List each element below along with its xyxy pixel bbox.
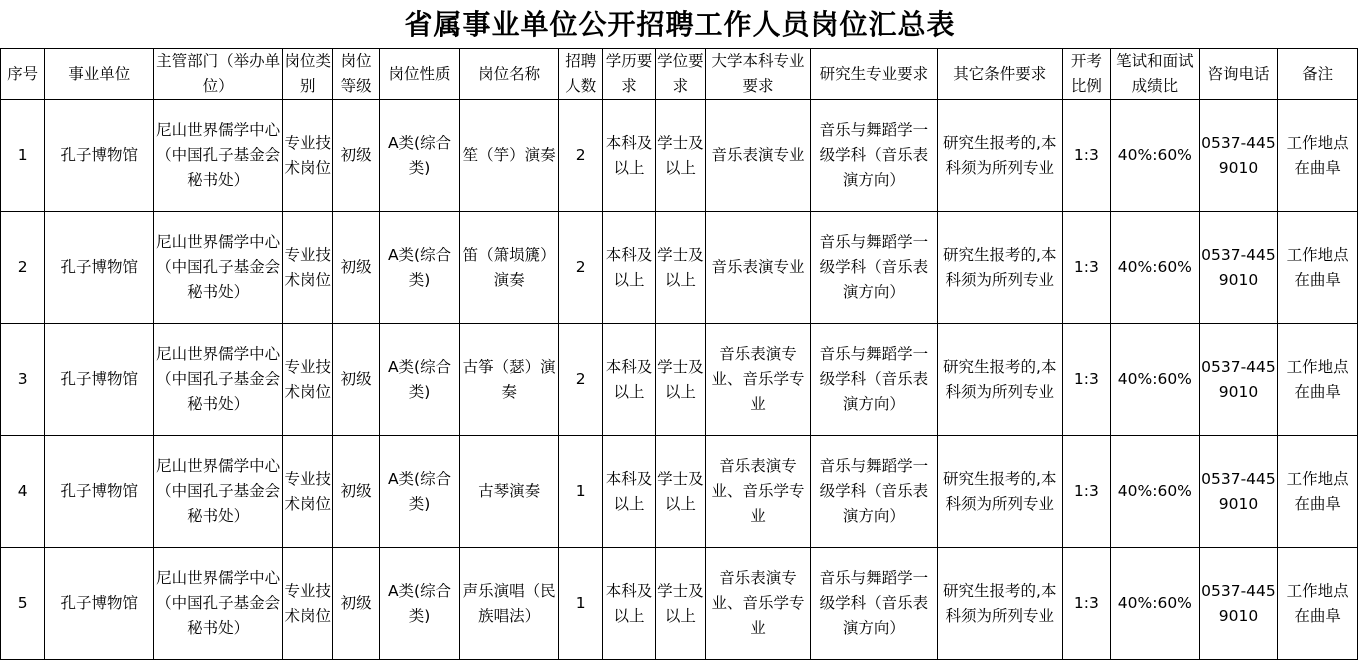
cell-other-requirements: 研究生报考的,本科须为所列专业	[937, 436, 1062, 548]
cell-degree: 学士及以上	[655, 436, 705, 548]
cell-department: 尼山世界儒学中心（中国孔子基金会秘书处）	[154, 100, 283, 212]
cell-remarks: 工作地点在曲阜	[1278, 100, 1358, 212]
table-header-row	[1, 49, 1358, 100]
cell-degree: 学士及以上	[655, 324, 705, 436]
cell-index: 3	[1, 324, 45, 436]
table-row	[1, 436, 1358, 548]
cell-remarks: 工作地点在曲阜	[1278, 548, 1358, 660]
cell-department: 尼山世界儒学中心（中国孔子基金会秘书处）	[154, 548, 283, 660]
cell-position-level: 初级	[333, 548, 379, 660]
cell-position-nature: A类(综合类)	[379, 548, 460, 660]
cell-exam-ratio: 1:3	[1062, 324, 1110, 436]
cell-position-name: 笙（竽）演奏	[460, 100, 559, 212]
cell-phone: 0537-4459010	[1199, 548, 1278, 660]
cell-position-category: 专业技术岗位	[283, 100, 333, 212]
cell-department: 尼山世界儒学中心（中国孔子基金会秘书处）	[154, 436, 283, 548]
cell-position-nature: A类(综合类)	[379, 436, 460, 548]
cell-position-name: 古筝（瑟）演奏	[460, 324, 559, 436]
cell-index: 2	[1, 212, 45, 324]
header-unit: 事业单位	[45, 49, 154, 100]
cell-unit: 孔子博物馆	[45, 324, 154, 436]
header-hiring-count: 招聘人数	[559, 49, 603, 100]
cell-score-ratio: 40%:60%	[1111, 212, 1200, 324]
cell-other-requirements: 研究生报考的,本科须为所列专业	[937, 324, 1062, 436]
header-exam-ratio: 开考比例	[1062, 49, 1110, 100]
header-position-nature: 岗位性质	[379, 49, 460, 100]
cell-department: 尼山世界儒学中心（中国孔子基金会秘书处）	[154, 324, 283, 436]
cell-exam-ratio: 1:3	[1062, 436, 1110, 548]
cell-position-category: 专业技术岗位	[283, 436, 333, 548]
header-phone: 咨询电话	[1199, 49, 1278, 100]
positions-table	[0, 48, 1358, 660]
cell-exam-ratio: 1:3	[1062, 212, 1110, 324]
header-position-level: 岗位等级	[333, 49, 379, 100]
cell-undergrad-major: 音乐表演专业、音乐学专业	[706, 436, 811, 548]
table-row	[1, 324, 1358, 436]
cell-undergrad-major: 音乐表演专业、音乐学专业	[706, 548, 811, 660]
cell-position-nature: A类(综合类)	[379, 100, 460, 212]
cell-index: 4	[1, 436, 45, 548]
cell-hiring-count: 2	[559, 324, 603, 436]
cell-position-category: 专业技术岗位	[283, 548, 333, 660]
cell-position-nature: A类(综合类)	[379, 212, 460, 324]
cell-hiring-count: 1	[559, 436, 603, 548]
cell-unit: 孔子博物馆	[45, 436, 154, 548]
cell-phone: 0537-4459010	[1199, 324, 1278, 436]
header-index: 序号	[1, 49, 45, 100]
cell-hiring-count: 2	[559, 212, 603, 324]
cell-position-name: 声乐演唱（民族唱法）	[460, 548, 559, 660]
cell-phone: 0537-4459010	[1199, 436, 1278, 548]
cell-exam-ratio: 1:3	[1062, 100, 1110, 212]
cell-index: 5	[1, 548, 45, 660]
cell-position-category: 专业技术岗位	[283, 324, 333, 436]
cell-other-requirements: 研究生报考的,本科须为所列专业	[937, 212, 1062, 324]
cell-other-requirements: 研究生报考的,本科须为所列专业	[937, 548, 1062, 660]
cell-score-ratio: 40%:60%	[1111, 324, 1200, 436]
cell-education: 本科及以上	[603, 548, 655, 660]
header-department: 主管部门（举办单位）	[154, 49, 283, 100]
cell-education: 本科及以上	[603, 100, 655, 212]
cell-undergrad-major: 音乐表演专业	[706, 212, 811, 324]
cell-position-level: 初级	[333, 436, 379, 548]
cell-phone: 0537-4459010	[1199, 100, 1278, 212]
cell-position-level: 初级	[333, 324, 379, 436]
page-title: 省属事业单位公开招聘工作人员岗位汇总表	[404, 8, 956, 41]
cell-score-ratio: 40%:60%	[1111, 436, 1200, 548]
cell-position-name: 古琴演奏	[460, 436, 559, 548]
cell-grad-major: 音乐与舞蹈学一级学科（音乐表演方向）	[810, 212, 937, 324]
cell-remarks: 工作地点在曲阜	[1278, 436, 1358, 548]
cell-degree: 学士及以上	[655, 548, 705, 660]
cell-position-nature: A类(综合类)	[379, 324, 460, 436]
table-row	[1, 548, 1358, 660]
cell-phone: 0537-4459010	[1199, 212, 1278, 324]
cell-other-requirements: 研究生报考的,本科须为所列专业	[937, 100, 1062, 212]
cell-grad-major: 音乐与舞蹈学一级学科（音乐表演方向）	[810, 324, 937, 436]
header-remarks: 备注	[1278, 49, 1358, 100]
cell-degree: 学士及以上	[655, 212, 705, 324]
table-row	[1, 100, 1358, 212]
cell-score-ratio: 40%:60%	[1111, 100, 1200, 212]
header-position-category: 岗位类别	[283, 49, 333, 100]
cell-position-level: 初级	[333, 212, 379, 324]
cell-undergrad-major: 音乐表演专业	[706, 100, 811, 212]
cell-grad-major: 音乐与舞蹈学一级学科（音乐表演方向）	[810, 548, 937, 660]
cell-degree: 学士及以上	[655, 100, 705, 212]
cell-unit: 孔子博物馆	[45, 100, 154, 212]
cell-index: 1	[1, 100, 45, 212]
cell-grad-major: 音乐与舞蹈学一级学科（音乐表演方向）	[810, 100, 937, 212]
header-other-requirements: 其它条件要求	[937, 49, 1062, 100]
header-undergrad-major: 大学本科专业要求	[706, 49, 811, 100]
cell-position-category: 专业技术岗位	[283, 212, 333, 324]
cell-unit: 孔子博物馆	[45, 548, 154, 660]
cell-hiring-count: 2	[559, 100, 603, 212]
cell-department: 尼山世界儒学中心（中国孔子基金会秘书处）	[154, 212, 283, 324]
header-score-ratio: 笔试和面试成绩比	[1111, 49, 1200, 100]
cell-education: 本科及以上	[603, 436, 655, 548]
header-degree: 学位要求	[655, 49, 705, 100]
cell-education: 本科及以上	[603, 212, 655, 324]
cell-score-ratio: 40%:60%	[1111, 548, 1200, 660]
cell-grad-major: 音乐与舞蹈学一级学科（音乐表演方向）	[810, 436, 937, 548]
cell-position-name: 笛（箫埙篪）演奏	[460, 212, 559, 324]
header-education: 学历要求	[603, 49, 655, 100]
cell-position-level: 初级	[333, 100, 379, 212]
cell-exam-ratio: 1:3	[1062, 548, 1110, 660]
header-grad-major: 研究生专业要求	[810, 49, 937, 100]
cell-remarks: 工作地点在曲阜	[1278, 324, 1358, 436]
cell-education: 本科及以上	[603, 324, 655, 436]
table-row	[1, 212, 1358, 324]
header-position-name: 岗位名称	[460, 49, 559, 100]
cell-hiring-count: 1	[559, 548, 603, 660]
cell-unit: 孔子博物馆	[45, 212, 154, 324]
cell-undergrad-major: 音乐表演专业、音乐学专业	[706, 324, 811, 436]
cell-remarks: 工作地点在曲阜	[1278, 212, 1358, 324]
